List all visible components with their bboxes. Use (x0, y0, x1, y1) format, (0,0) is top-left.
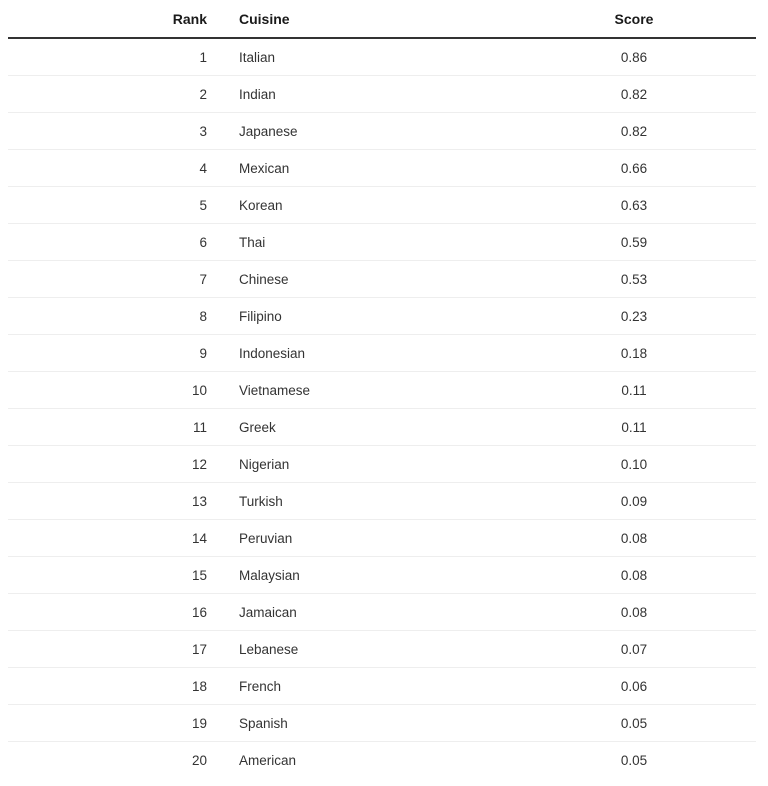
rank-cell: 20 (191, 752, 207, 768)
cuisine-cell: Vietnamese (239, 372, 512, 409)
table-row (8, 38, 756, 76)
cuisine-cell: Nigerian (239, 446, 512, 483)
cuisine-cell: Indian (239, 76, 512, 113)
cuisine-column-header: Cuisine (239, 0, 512, 38)
rank-cell: 6 (8, 224, 239, 261)
rank-cell: 5 (8, 187, 239, 224)
table-row (8, 298, 756, 335)
score-cell: 0.11 (512, 409, 756, 446)
table-row (8, 520, 756, 557)
score-cell: 0.86 (512, 38, 756, 76)
rank-cell: 14 (8, 520, 239, 557)
rank-cell: 12 (8, 446, 239, 483)
table-row (8, 631, 756, 668)
score-cell: 0.11 (512, 372, 756, 409)
rank-cell: 15 (8, 557, 239, 594)
cuisine-cell: Greek (239, 409, 512, 446)
table-row (8, 705, 756, 742)
cuisine-cell: Spanish (239, 705, 512, 742)
table-row (8, 76, 756, 113)
score-cell: 0.05 (512, 705, 756, 742)
rank-cell: 2 (8, 76, 239, 113)
cuisine-cell: Mexican (239, 150, 512, 187)
score-cell: 0.18 (512, 335, 756, 372)
header-row (8, 0, 756, 38)
score-cell: 0.08 (512, 594, 756, 631)
cuisine-cell: Korean (239, 187, 512, 224)
table-row (8, 113, 756, 150)
table-row (8, 372, 756, 409)
table-row (8, 224, 756, 261)
cuisine-cell: Indonesian (239, 335, 512, 372)
rank-cell: 17 (8, 631, 239, 668)
cuisine-cell: Chinese (239, 261, 512, 298)
table-row (8, 557, 756, 594)
score-cell: 0.82 (512, 113, 756, 150)
cuisine-cell: Peruvian (239, 520, 512, 557)
score-cell: 0.08 (512, 557, 756, 594)
cuisine-cell: French (239, 668, 512, 705)
rank-cell: 3 (8, 113, 239, 150)
score-column-header: Score (512, 0, 756, 38)
cuisine-cell: Malaysian (239, 557, 512, 594)
table-row (8, 742, 756, 779)
score-cell: 0.08 (512, 520, 756, 557)
cuisine-cell: Thai (239, 224, 512, 261)
rank-cell: 13 (8, 483, 239, 520)
score-cell: 0.63 (512, 187, 756, 224)
rank-cell: 9 (8, 335, 239, 372)
rank-column-header: Rank (8, 0, 239, 38)
table-row (8, 446, 756, 483)
score-cell: 0.59 (512, 224, 756, 261)
cuisine-cell: Lebanese (239, 631, 512, 668)
score-cell: 0.07 (512, 631, 756, 668)
score-cell: 0.10 (512, 446, 756, 483)
score-cell: 0.82 (512, 76, 756, 113)
rank-cell: 11 (8, 409, 239, 446)
table-row (8, 409, 756, 446)
score-cell: 0.05 (620, 752, 648, 768)
score-cell: 0.09 (512, 483, 756, 520)
cuisine-cell: American (239, 752, 297, 768)
rank-cell: 8 (8, 298, 239, 335)
cuisine-cell: Filipino (239, 298, 512, 335)
cuisine-cell: Jamaican (239, 594, 512, 631)
score-cell: 0.06 (512, 668, 756, 705)
table-body (8, 38, 756, 778)
cuisine-cell: Turkish (239, 483, 512, 520)
cuisine-ranking-table (8, 0, 756, 778)
score-cell: 0.23 (512, 298, 756, 335)
rank-cell: 1 (8, 38, 239, 76)
table-row (8, 594, 756, 631)
rank-cell: 16 (8, 594, 239, 631)
cuisine-cell: Japanese (239, 113, 512, 150)
table-row (8, 335, 756, 372)
rank-cell: 18 (8, 668, 239, 705)
table-row (8, 187, 756, 224)
score-cell: 0.53 (512, 261, 756, 298)
score-cell: 0.66 (512, 150, 756, 187)
table-row (8, 261, 756, 298)
cuisine-cell: Italian (239, 38, 512, 76)
table-row (8, 150, 756, 187)
table-row (8, 668, 756, 705)
table-row (8, 483, 756, 520)
table-header (8, 0, 756, 38)
rank-cell: 19 (8, 705, 239, 742)
rank-cell: 7 (8, 261, 239, 298)
rank-cell: 10 (8, 372, 239, 409)
rank-cell: 4 (8, 150, 239, 187)
